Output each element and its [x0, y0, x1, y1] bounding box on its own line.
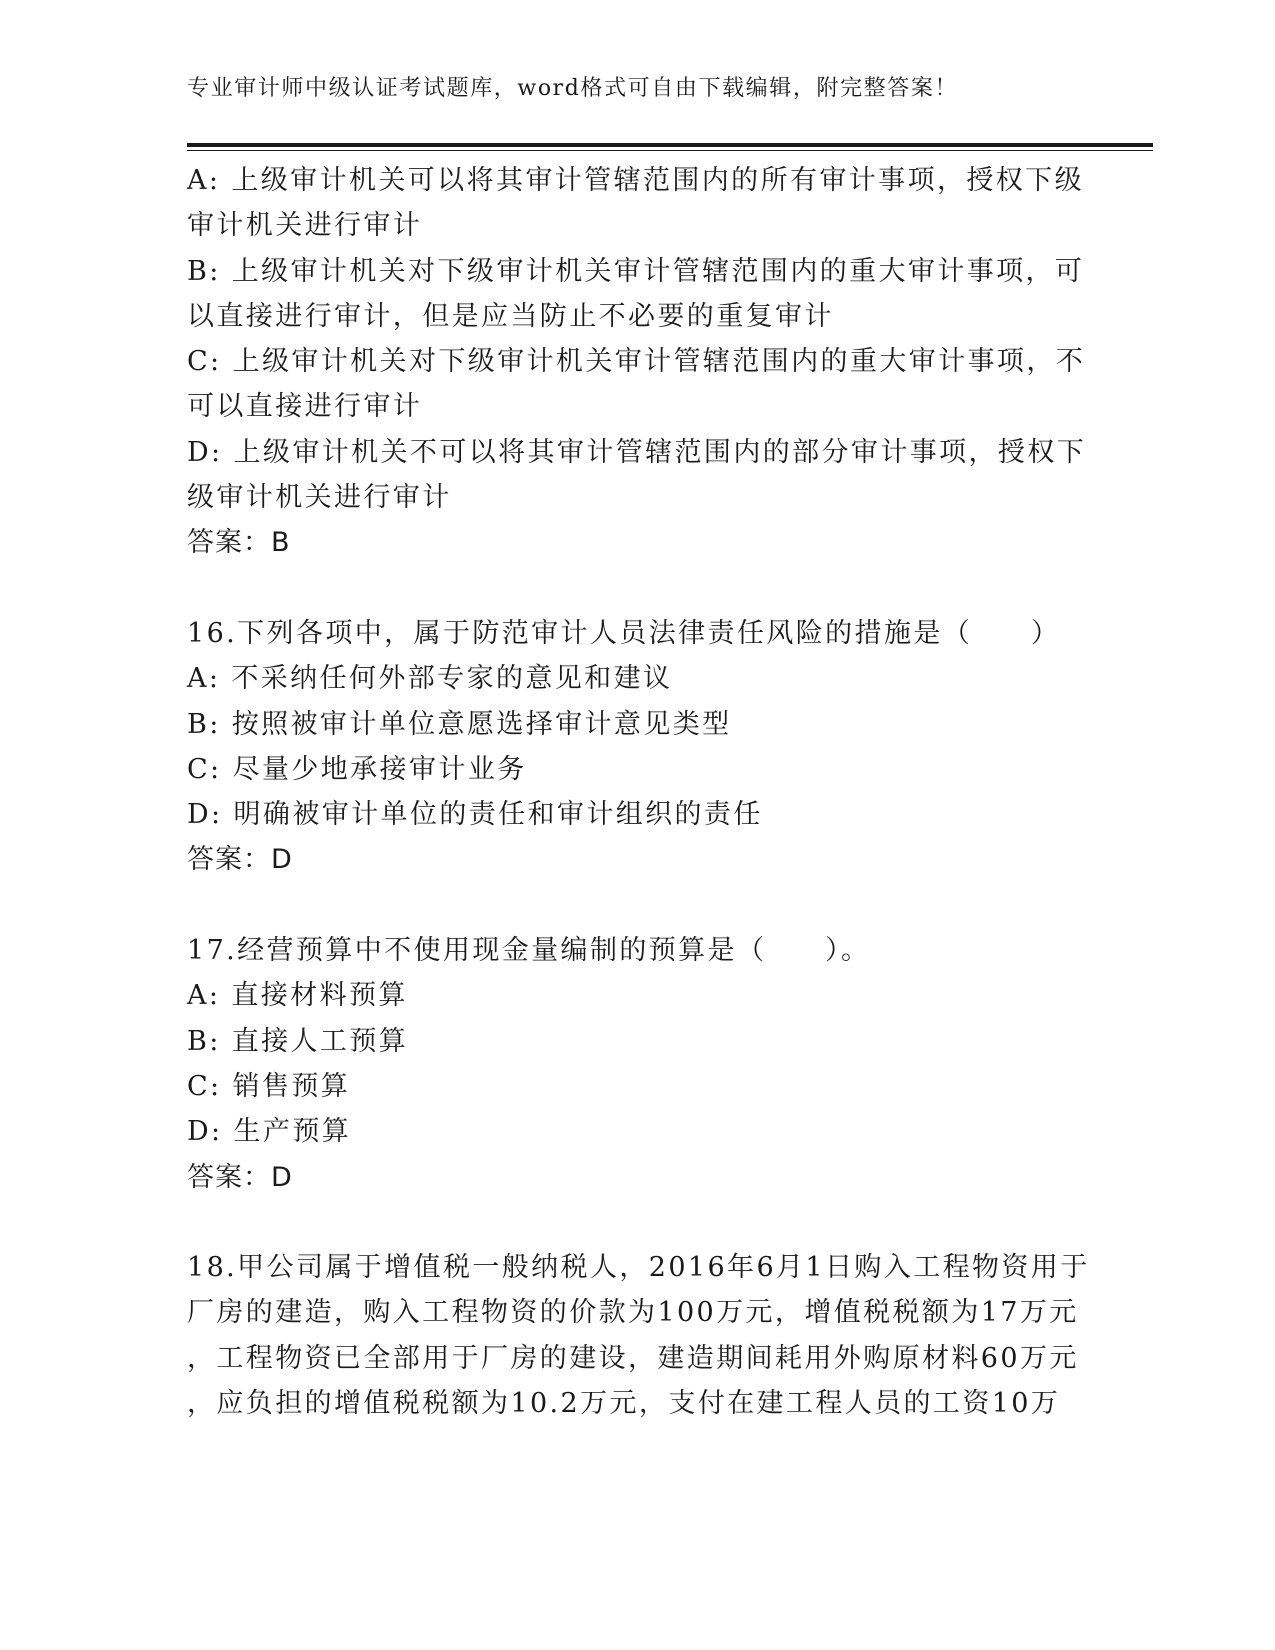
spacer	[187, 566, 1087, 611]
q15-option-c-line-1: C: 上级审计机关对下级审计机关审计管辖范围内的重大审计事项，不	[187, 346, 1086, 378]
q15-option-c-line-2: 可以直接进行审计	[187, 391, 423, 423]
q17-option-d: D: 生产预算	[187, 1116, 352, 1148]
q15-option-d-line-1: D: 上级审计机关不可以将其审计管辖范围内的部分审计事项，授权下	[187, 436, 1087, 468]
page-header: 专业审计师中级认证考试题库，word格式可自由下载编辑，附完整答案！	[187, 76, 959, 101]
question-17-block	[187, 928, 1087, 1200]
q17-option-b: B: 直接人工预算	[187, 1025, 409, 1057]
spacer	[187, 1200, 1087, 1245]
document-body	[187, 158, 1090, 1426]
question-16-block	[187, 611, 1087, 883]
q18-question-line-2: 厂房的建造，购入工程物资的价款为100万元，增值税税额为17万元	[187, 1297, 1079, 1329]
q18-question-line-4: ，应负担的增值税税额为10.2万元，支付在建工程人员的工资10万	[187, 1388, 1061, 1420]
q16-option-b: B: 按照被审计单位意愿选择审计意见类型	[187, 708, 732, 740]
q17-question: 17.经营预算中不使用现金量编制的预算是（ ）。	[187, 935, 871, 967]
q15-answer: 答案：B	[187, 527, 291, 559]
q15-option-b-line-2: 以直接进行审计，但是应当防止不必要的重复审计	[187, 300, 834, 332]
q16-option-c: C: 尽量少地承接审计业务	[187, 753, 527, 785]
q15-option-d-line-2: 级审计机关进行审计	[187, 482, 452, 514]
header-divider-thin	[187, 150, 1153, 151]
q16-question: 16.下列各项中，属于防范审计人员法律责任风险的措施是（ ）	[187, 617, 1061, 649]
q17-answer: 答案：D	[187, 1161, 293, 1193]
q16-option-d: D: 明确被审计单位的责任和审计组织的责任	[187, 799, 763, 831]
q15-option-a-line-1: A: 上级审计机关可以将其审计管辖范围内的所有审计事项，授权下级	[187, 165, 1084, 196]
q17-option-c: C: 销售预算	[187, 1070, 351, 1102]
q17-option-a: A: 直接材料预算	[187, 980, 408, 1012]
q18-question-line-3: ，工程物资已全部用于厂房的建设，建造期间耗用外购原材料60万元	[187, 1342, 1079, 1374]
header-divider-thick	[187, 143, 1153, 147]
q16-answer: 答案：D	[187, 844, 293, 876]
spacer	[187, 883, 1087, 928]
q15-option-a-line-2: 审计机关进行审计	[187, 210, 423, 242]
q18-question-line-1: 18.甲公司属于增值税一般纳税人，2016年6月1日购入工程物资用于	[187, 1252, 1090, 1284]
question-15-block	[187, 158, 1087, 566]
q16-option-a: A: 不采纳任何外部专家的意见和建议	[187, 663, 673, 695]
q15-option-b-line-1: B: 上级审计机关对下级审计机关审计管辖范围内的重大审计事项，可	[187, 255, 1085, 287]
question-18-block	[187, 1245, 1090, 1426]
